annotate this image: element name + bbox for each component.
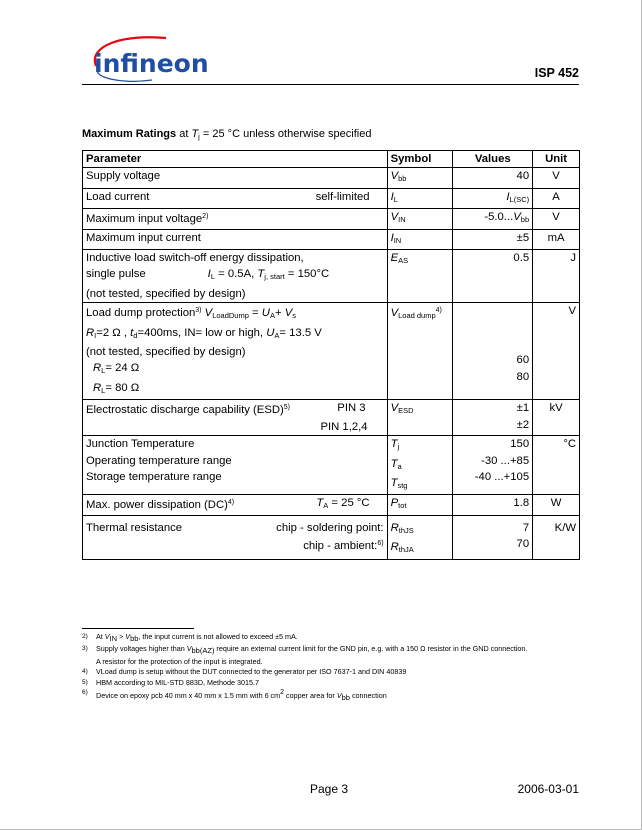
table-row: Max. power dissipation (DC)$^{4)}$ $T_A = 25$ °C $P_{tot}$ 1.8 W bbox=[83, 495, 580, 515]
table-row: Load dump protection$^{3)}$ $V_{LoadDump} = U_A+ V_s$ $R_I=2$ Ω , $t_d=400ms$, IN= low or high, $U_A= 13.5$ V (not tested, specified by design) $R_L= 24$ Ω $R_L= 80$ Ω $V_{Load dump}^{4)}$ 60 80 V bbox=[83, 303, 580, 400]
table-row: Thermal resistance chip - soldering point: chip - ambient:$^{6)}$ $R_{thJS}$ $R_{thJA}$ 7 70 K/W bbox=[83, 515, 580, 559]
table-row: Electrostatic discharge capability (ESD)$^{5)}$ PIN 3 PIN 1,2,4 $V_{ESD}$ ±1 ±2 kV bbox=[83, 400, 580, 436]
table-row: Load current self-limited $I_L$ $I_{L(SC)}$ A bbox=[83, 188, 580, 208]
document-date: 2006-03-01 bbox=[517, 782, 579, 796]
header-rule bbox=[82, 84, 579, 85]
part-number: ISP 452 bbox=[534, 66, 579, 80]
footnotes bbox=[82, 632, 582, 703]
svg-text:infineon: infineon bbox=[94, 49, 209, 78]
infineon-logo bbox=[82, 32, 222, 86]
footnote-rule bbox=[82, 628, 194, 629]
header-symbol: Symbol bbox=[387, 151, 453, 168]
page-number: Page 3 bbox=[310, 782, 349, 796]
maximum-ratings-table bbox=[82, 150, 580, 560]
header-unit: Unit bbox=[533, 151, 580, 168]
table-row: Maximum input voltage$^{2)}$ $V_{IN}$ $-5.0...V_{bb}$ V bbox=[83, 209, 580, 229]
table-row: Maximum input current $I_{IN}$ ±5 mA bbox=[83, 229, 580, 249]
footnote-3: 3) Supply voltages higher than Vbb(AZ) require an external current limit for the GND pin, e.g. with a 150 Ω resistor in the GND connection. A resistor for the protection of the input is integrated. bbox=[82, 644, 528, 666]
section-heading: Maximum Ratings at $T_j = 25$ °C unless otherwise specified bbox=[82, 128, 372, 141]
table-header-row bbox=[83, 151, 580, 168]
footnote-2: 2) At VIN > Vbb, the input current is not allowed to exceed ±5 mA. bbox=[82, 632, 298, 643]
header-values: Values bbox=[453, 151, 533, 168]
footnote-6: 6) Device on epoxy pcb 40 mm x 40 mm x 1.5 mm with 6 cm2 copper area for Vbb connection bbox=[82, 689, 387, 703]
header-parameter: Parameter bbox=[83, 151, 388, 168]
footnote-5: 5) HBM according to MIL-STD 883D, Methode 3015.7 bbox=[82, 677, 259, 687]
table-row: Inductive load switch-off energy dissipation, single pulse $I_L = 0.5A$, $T_{j, start} = 150^\circ C$ (not tested, specified by design) $E_{AS}$ 0.5 J bbox=[83, 250, 580, 303]
footnote-4: 4) VLoad dump is setup without the DUT connected to the generator per ISO 7637-1 and DIN 40839 bbox=[82, 667, 407, 677]
table-row: Junction Temperature Operating temperature range Storage temperature range $T_j$ $T_a$ $T_{stg}$ 150 -30 ...+85 -40 ...+105 °C bbox=[83, 436, 580, 495]
table-row: Supply voltage $V_{bb}$ 40 V bbox=[83, 168, 580, 188]
